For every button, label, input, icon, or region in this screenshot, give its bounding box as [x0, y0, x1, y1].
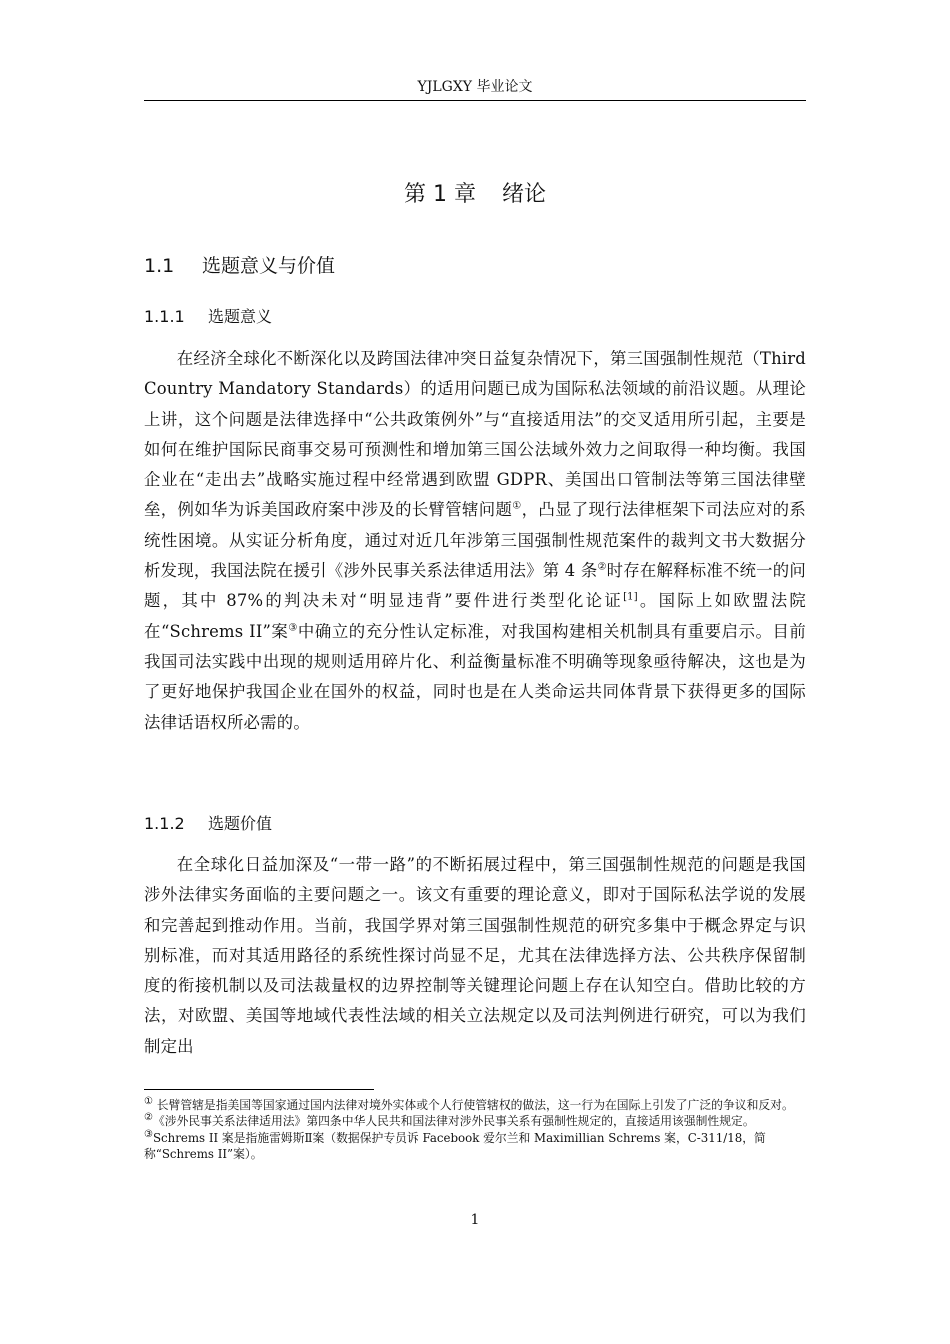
chapter-name: 绪论: [501, 182, 546, 207]
footnote-mark: ②: [144, 1112, 153, 1124]
footnote-2: [144, 1113, 806, 1129]
footnotes: [144, 1097, 806, 1163]
footnote-mark-1[interactable]: ①: [512, 501, 522, 513]
citation-ref-1[interactable]: [1]: [623, 591, 638, 603]
footnote-1: [144, 1097, 806, 1113]
subsection-title: 选题意义: [208, 307, 273, 326]
subsection-number: 1.1.1: [144, 307, 185, 326]
header-rule: [144, 100, 806, 101]
section-title: 选题意义与价值: [202, 255, 336, 277]
paragraph-significance: [144, 344, 806, 738]
subsection-heading-1-1-2: [144, 812, 272, 836]
paragraph-text: 在经济全球化不断深化以及跨国法律冲突日益复杂情况下，第三国强制性规范（Third Country Mandatory Standards）的适用问题已成为国际私法领域的前沿议题。从理论上讲，这个问题是法律选择中“公共政策例外”与“直接适用法”的交叉适用所引起，主要是如何在维护国际民商事交易可预测性和增加第三国公法域外效力之间取得一种均衡。我国企业在“走出去”战略实施过程中经常遇到欧盟 GDPR、美国出口管制法等第三国法律壁垒，例如华为诉美国政府案中涉及的长臂管辖问题: [144, 349, 806, 520]
paragraph-text: 时存在解释标准不统一的问题，其中 87%的判决未对“明显违背”要件进行类型化论证: [144, 561, 806, 611]
paragraph-value: 在全球化日益加深及“一带一路”的不断拓展过程中，第三国强制性规范的问题是我国涉外法律实务面临的主要问题之一。该文有重要的理论意义，即对于国际私法学说的发展和完善起到推动作用。当前，我国学界对第三国强制性规范的研究多集中于概念界定与识别标准，而对其适用路径的系统性探讨尚显不足，尤其在法律选择方法、公共秩序保留制度的衔接机制以及司法裁量权的边界控制等关键理论问题上存在认知空白。借助比较的方法，对欧盟、美国等地域代表性法域的相关立法规定以及司法判例进行研究，可以为我们制定出: [144, 855, 806, 1056]
page-header: YJLGXY 毕业论文: [417, 79, 533, 95]
paragraph-text: 中确立的充分性认定标准，对我国构建相关机制具有重要启示。目前我国司法实践中出现的规则适用碎片化、利益衡量标准不明确等现象亟待解决，这也是为了更好地保护我国企业在国外的权益，同时也是在人类命运共同体背景下获得更多的国际法律话语权所必需的。: [144, 621, 807, 732]
subsection-heading-1-1-1: [144, 305, 272, 329]
subsection-number: 1.1.2: [144, 814, 185, 833]
chapter-number: 第 1 章: [404, 182, 476, 207]
footnote-text: Schrems II 案是指施雷姆斯Ⅱ案（数据保护专员诉 Facebook 爱尔兰和 Maximillian Schrems 案，C-311/18，简称“Schrems II”案）。: [144, 1130, 766, 1162]
footnote-mark-3[interactable]: ③: [288, 622, 298, 634]
footnote-separator: [144, 1089, 374, 1090]
footnote-mark-2[interactable]: ②: [597, 561, 607, 573]
footnote-mark: ①: [144, 1096, 153, 1108]
footnote-text: 《涉外民事关系法律适用法》第四条中华人民共和国法律对涉外民事关系有强制性规定的，直接适用该强制性规定。: [152, 1114, 755, 1129]
subsection-title: 选题价值: [208, 814, 273, 833]
section-number: 1.1: [144, 255, 175, 277]
footnote-mark: ③: [144, 1128, 153, 1140]
section-heading-1-1: [144, 252, 335, 280]
page-number: 1: [470, 1212, 480, 1228]
paragraph-text: 。国际上如欧盟法院在“Schrems II”案: [144, 591, 806, 641]
footnote-text: 长臂管辖是指美国等国家通过国内法律对境外实体或个人行使管辖权的做法，这一行为在国际上引发了广泛的争议和反对。: [152, 1098, 794, 1112]
paragraph-text: ，凸显了现行法律框架下司法应对的系统性困境。从实证分析角度，通过对近几年涉第三国强制性规范案件的裁判文书大数据分析发现，我国法院在援引《涉外民事关系法律适用法》第 4 条: [144, 500, 807, 581]
footnote-3: [144, 1130, 806, 1163]
chapter-title: [144, 180, 806, 210]
